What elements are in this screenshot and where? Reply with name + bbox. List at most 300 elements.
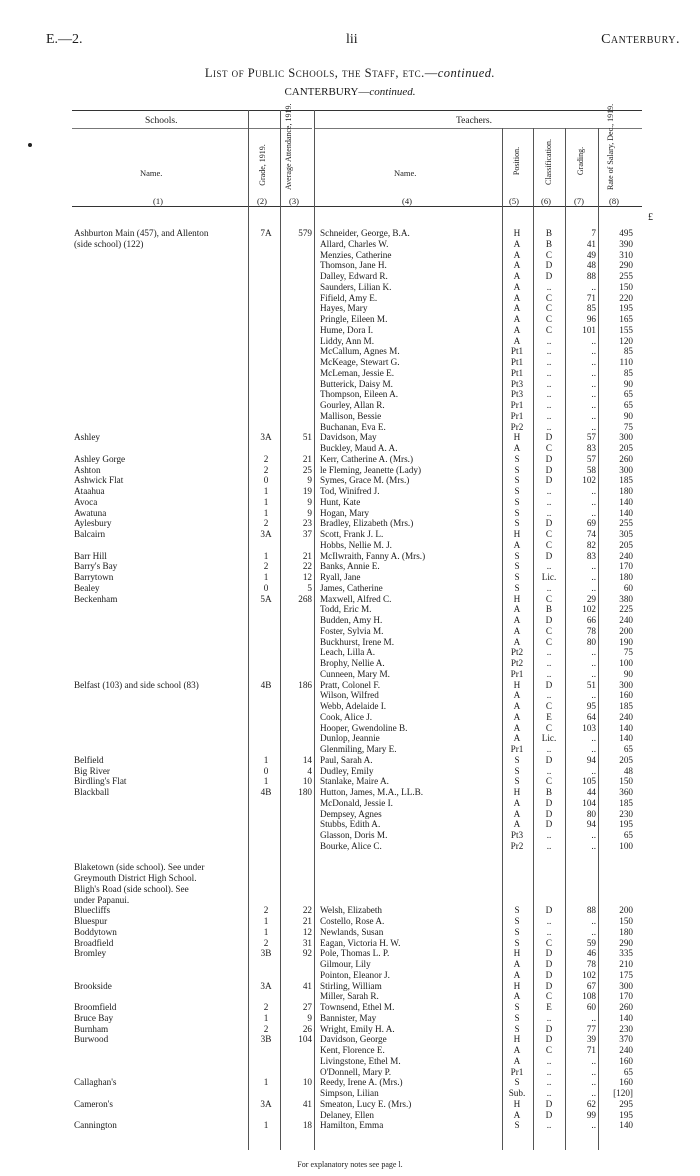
classification-cell: .. (546, 668, 552, 679)
teacher-name-cell: Hooper, Gwendoline B. (320, 722, 408, 733)
teacher-name-cell: Townsend, Ethel M. (320, 1002, 395, 1012)
grade-cell: 2 (263, 561, 269, 572)
teacher-name-cell: McIlwraith, Fanny A. (Mrs.) (320, 550, 426, 561)
attendance-header: Average Attendance, 1919. (284, 103, 293, 190)
position-cell: A (513, 314, 521, 324)
table-row (0, 250, 700, 261)
table-row (0, 1067, 700, 1078)
classification-cell: C (545, 776, 553, 787)
table-row (0, 1002, 700, 1013)
school-name-cell: Cannington (74, 1120, 117, 1131)
teacher-name-cell: Ryall, Jane (320, 572, 361, 582)
teacher-name-cell: Costello, Rose A. (320, 916, 385, 926)
grading-cell: .. (591, 486, 596, 496)
teacher-name-cell: Cunneen, Mary M. (320, 668, 390, 679)
col-number: (2) (257, 196, 267, 206)
grading-cell: 60 (586, 1002, 596, 1012)
position-cell: A (513, 991, 521, 1002)
school-name-cell: Bluespur (74, 916, 108, 926)
attendance-cell: 12 (302, 926, 312, 937)
position-cell: H (513, 679, 521, 690)
attendance-cell: 19 (302, 486, 312, 496)
grading-cell: 108 (582, 991, 596, 1002)
attendance-cell: 51 (302, 432, 312, 443)
teacher-name-cell: Budden, Amy H. (320, 615, 383, 625)
grading-cell: .. (591, 421, 596, 432)
position-cell: Pt2 (510, 647, 524, 658)
teacher-name-cell: Smeaton, Lucy E. (Mrs.) (320, 1098, 412, 1109)
classification-cell: .. (546, 1088, 552, 1098)
classification-cell: D (545, 1109, 553, 1120)
grading-cell: .. (591, 840, 596, 851)
grading-cell: 103 (582, 722, 596, 733)
position-cell: A (513, 249, 521, 260)
grading-cell: .. (591, 400, 596, 410)
teacher-name-cell: Buckhurst, Irene M. (320, 636, 394, 647)
attendance-cell: 9 (307, 1012, 312, 1023)
grading-cell: 51 (586, 679, 596, 690)
school-name-cell: Boddytown (74, 926, 117, 937)
table-row (0, 701, 700, 712)
position-cell: A (513, 335, 521, 346)
position-cell: A (513, 1055, 521, 1066)
table-row (0, 1024, 700, 1035)
position-cell: Pt2 (510, 658, 524, 668)
teacher-name-cell: Banks, Annie E. (320, 561, 380, 572)
col-number: (1) (153, 196, 163, 206)
grading-cell: .. (591, 1088, 596, 1098)
teacher-name-header: Name. (394, 168, 417, 178)
position-cell: Pt1 (510, 346, 524, 357)
grading-cell: 88 (586, 271, 596, 281)
position-cell: S (514, 475, 520, 486)
page-code: E.—2. (46, 32, 83, 47)
grade-cell: 1 (263, 1120, 269, 1131)
position-cell: A (513, 281, 521, 292)
attendance-cell: 41 (302, 980, 312, 991)
salary-cell: 140 (619, 507, 633, 518)
teacher-name-cell: Dudley, Emily (320, 765, 374, 776)
position-cell: S (514, 518, 520, 529)
table-row (0, 852, 700, 863)
table-row (0, 819, 700, 830)
school-name-cell: Belfast (103) and side school (83) (74, 679, 199, 690)
teacher-name-cell: McDonald, Jessie I. (320, 797, 393, 808)
salary-cell: 180 (619, 572, 633, 582)
grading-cell: 101 (582, 324, 596, 335)
col-number: (6) (541, 196, 551, 206)
table-row (0, 497, 700, 508)
teacher-name-cell: Hayes, Mary (320, 303, 368, 314)
school-name-cell: Awatuna (74, 507, 107, 518)
position-cell: H (513, 529, 521, 539)
school-name-cell: Barrytown (74, 572, 114, 582)
classification-cell: C (545, 314, 553, 324)
salary-cell: 380 (619, 593, 633, 604)
salary-cell: 255 (619, 271, 633, 281)
teacher-name-cell: Todd, Eric M. (320, 604, 372, 615)
salary-cell: 180 (619, 486, 633, 496)
classification-cell: .. (546, 658, 552, 668)
classification-cell: B (545, 238, 553, 249)
salary-cell: 230 (619, 808, 633, 819)
table-row (0, 755, 700, 766)
position-cell: H (513, 980, 521, 991)
salary-cell: 195 (619, 819, 633, 830)
teacher-name-cell: Glenmiling, Mary E. (320, 744, 397, 754)
teacher-name-cell: Scott, Frank J. L. (320, 529, 384, 539)
salary-cell: 85 (623, 367, 633, 378)
salary-cell: 390 (619, 238, 633, 249)
teacher-name-cell: Dunlop, Jeannie (320, 733, 380, 744)
footer-note: For explanatory notes see page l. (297, 1160, 403, 1169)
table-row (0, 690, 700, 701)
position-cell: H (513, 1098, 521, 1109)
school-name-cell: Burnham (74, 1023, 109, 1034)
position-cell: S (514, 453, 520, 464)
position-cell: S (514, 464, 520, 475)
school-name-cell: Balcairn (74, 529, 106, 539)
classification-header: Classification. (544, 139, 553, 185)
classification-cell: .. (546, 389, 552, 400)
grading-cell: 94 (586, 819, 596, 830)
position-cell: Pt3 (510, 378, 524, 389)
classification-cell: B (545, 228, 553, 238)
classification-cell: .. (546, 690, 552, 701)
table-row (0, 486, 700, 497)
salary-cell: 120 (619, 335, 633, 346)
salary-cell: 155 (619, 324, 633, 335)
teacher-name-cell: le Fleming, Jeanette (Lady) (320, 464, 422, 475)
grading-cell: .. (591, 357, 596, 367)
salary-cell: 140 (619, 1012, 633, 1023)
position-cell: H (513, 948, 521, 959)
school-name-cell: Ashwick Flat (74, 475, 124, 486)
position-cell: A (513, 539, 521, 550)
salary-cell: 240 (619, 711, 633, 722)
table-row (0, 228, 700, 239)
grading-cell: .. (591, 281, 596, 292)
grading-cell: 80 (586, 808, 596, 819)
header-bottom-rule (72, 206, 642, 207)
teachers-group-header: Teachers. (456, 116, 492, 126)
table-row (0, 1034, 700, 1045)
grade-cell: 4B (260, 787, 272, 797)
grading-cell: .. (591, 690, 596, 701)
school-name-cell: Burwood (74, 1034, 109, 1045)
grading-cell: .. (591, 507, 596, 518)
position-cell: Pr2 (510, 421, 524, 432)
table-row (0, 561, 700, 572)
salary-cell: 300 (619, 464, 633, 475)
classification-cell: .. (546, 346, 552, 357)
grade-cell: 2 (263, 1023, 269, 1034)
table-row (0, 368, 700, 379)
school-name-cell: Barr Hill (74, 550, 107, 561)
salary-cell: 295 (619, 1098, 633, 1109)
teacher-name-cell: Gourley, Allan R. (320, 400, 385, 410)
grading-cell: 46 (586, 948, 596, 959)
teacher-name-cell: Tod, Winifred J. (320, 486, 380, 496)
classification-cell: Lic. (541, 572, 557, 582)
col-number: (8) (609, 196, 619, 206)
grade-cell: 3B (260, 1034, 272, 1045)
classification-cell: E (546, 1002, 552, 1012)
classification-cell: C (545, 1045, 553, 1055)
section-name: Canterbury. (601, 32, 680, 47)
classification-cell: C (545, 539, 553, 550)
salary-cell: 175 (619, 969, 633, 980)
position-cell: S (514, 1023, 520, 1034)
teacher-name-cell: McLeman, Jessie E. (320, 367, 394, 378)
school-name-cell: Ashley Gorge (74, 453, 126, 464)
classification-cell: D (545, 271, 553, 281)
classification-cell: C (545, 529, 553, 539)
col-number: (3) (289, 196, 299, 206)
position-cell: A (513, 303, 521, 314)
classification-cell: C (545, 593, 553, 604)
attendance-cell: 186 (298, 679, 312, 690)
schools-group-header: Schools. (145, 116, 178, 126)
table-row (0, 551, 700, 562)
classification-cell: .. (546, 916, 552, 926)
classification-cell: D (545, 518, 553, 529)
position-cell: Pt3 (510, 389, 524, 400)
grading-cell: .. (591, 733, 596, 744)
schools-staff-table (0, 228, 700, 1131)
grading-cell: .. (591, 572, 596, 582)
table-row (0, 325, 700, 336)
position-cell: Pr1 (510, 744, 524, 754)
grade-cell: 1 (263, 496, 269, 507)
grading-cell: 69 (586, 518, 596, 529)
grading-cell: .. (591, 335, 596, 346)
table-row (0, 895, 700, 906)
salary-cell: 150 (619, 776, 633, 787)
salary-cell: 170 (619, 991, 633, 1002)
classification-cell: .. (546, 926, 552, 937)
teacher-name-cell: Bannister, May (320, 1012, 377, 1023)
position-cell: S (514, 572, 520, 582)
teacher-name-cell: Reedy, Irene A. (Mrs.) (320, 1077, 403, 1088)
position-cell: S (514, 776, 520, 787)
attendance-cell: 21 (302, 550, 312, 561)
classification-cell: .. (546, 496, 552, 507)
table-row (0, 271, 700, 282)
attendance-cell: 22 (302, 561, 312, 572)
school-name-cell: Belfield (74, 754, 104, 765)
grade-cell: 3B (260, 948, 272, 959)
salary-cell: 160 (619, 690, 633, 701)
table-row (0, 540, 700, 551)
classification-cell: C (545, 303, 553, 314)
salary-cell: 290 (619, 937, 633, 948)
grading-cell: 62 (586, 1098, 596, 1109)
classification-cell: .. (546, 1077, 552, 1088)
salary-cell: 100 (619, 658, 633, 668)
attendance-cell: 104 (298, 1034, 312, 1045)
grade-cell: 3A (260, 1098, 272, 1109)
grading-cell: .. (591, 1055, 596, 1066)
attendance-cell: 5 (307, 582, 312, 593)
classification-cell: .. (546, 1055, 552, 1066)
table-row (0, 1013, 700, 1024)
classification-cell: D (545, 905, 553, 916)
classification-cell: D (545, 797, 553, 808)
table-row (0, 862, 700, 873)
grading-cell: .. (591, 582, 596, 593)
table-row (0, 873, 700, 884)
teacher-name-cell: Pointon, Eleanor J. (320, 969, 390, 980)
position-cell: S (514, 1002, 520, 1012)
school-name-cell: Ashburton Main (457), and Allenton (74, 228, 209, 238)
school-name-cell: Broomfield (74, 1002, 117, 1012)
classification-cell: .. (546, 378, 552, 389)
position-cell: A (513, 604, 521, 615)
teacher-name-cell: Kerr, Catherine A. (Mrs.) (320, 453, 414, 464)
position-cell: H (513, 593, 521, 604)
salary-cell: 90 (623, 410, 633, 421)
grading-cell: .. (591, 658, 596, 668)
classification-cell: D (545, 464, 553, 475)
teacher-name-cell: Stanlake, Maire A. (320, 776, 389, 787)
position-cell: S (514, 582, 520, 593)
table-row (0, 744, 700, 755)
school-name-cell: Bealey (74, 582, 100, 593)
classification-cell: D (545, 948, 553, 959)
table-top-rule (72, 110, 642, 111)
schools-group-rule (72, 128, 312, 129)
school-name-cell: Bromley (74, 948, 107, 959)
grade-cell: 1 (263, 926, 269, 937)
attendance-cell: 23 (302, 518, 312, 529)
position-cell: Pr1 (510, 1066, 524, 1077)
classification-cell: .. (546, 400, 552, 410)
attendance-cell: 9 (307, 475, 312, 486)
position-cell: Pt1 (510, 367, 524, 378)
salary-cell: 205 (619, 443, 633, 453)
teacher-name-cell: Hutton, James, M.A., LL.B. (320, 787, 424, 797)
table-row (0, 1045, 700, 1056)
grading-cell: 41 (586, 238, 596, 249)
grade-cell: 2 (263, 937, 269, 948)
classification-cell: .. (546, 421, 552, 432)
salary-cell: 160 (619, 1077, 633, 1088)
grade-cell: 1 (263, 1012, 269, 1023)
teacher-name-cell: Bradley, Elizabeth (Mrs.) (320, 518, 414, 529)
classification-cell: C (545, 722, 553, 733)
grade-cell: 0 (263, 475, 269, 486)
grade-cell: 1 (263, 550, 269, 561)
grade-cell: 2 (263, 905, 269, 916)
teacher-name-cell: Miller, Sarah R. (320, 991, 379, 1002)
table-row (0, 422, 700, 433)
school-name-cell: Bligh's Road (side school). See (74, 883, 189, 894)
salary-cell: 225 (619, 604, 633, 615)
classification-cell: D (545, 475, 553, 486)
salary-cell: 90 (623, 378, 633, 389)
classification-cell: .. (546, 1120, 552, 1131)
classification-cell: D (545, 453, 553, 464)
position-cell: S (514, 486, 520, 496)
school-name-cell: Aylesbury (74, 518, 112, 529)
classification-cell: D (545, 808, 553, 819)
table-row (0, 1077, 700, 1088)
grading-cell: 96 (586, 314, 596, 324)
teacher-name-cell: Foster, Sylvia M. (320, 625, 384, 636)
grade-cell: 2 (263, 453, 269, 464)
teacher-name-cell: Hamilton, Emma (320, 1120, 384, 1131)
teacher-name-cell: Stubbs, Edith A. (320, 819, 381, 830)
salary-cell: 140 (619, 722, 633, 733)
teacher-name-cell: Schneider, George, B.A. (320, 228, 410, 238)
grade-cell: 0 (263, 765, 269, 776)
attendance-cell: 268 (298, 593, 312, 604)
school-name-cell: Ashley (74, 432, 101, 443)
table-row (0, 938, 700, 949)
salary-cell: 240 (619, 615, 633, 625)
grading-cell: 71 (586, 1045, 596, 1055)
teacher-name-cell: Livingstone, Ethel M. (320, 1055, 401, 1066)
position-cell: Pr1 (510, 400, 524, 410)
table-row (0, 572, 700, 583)
teacher-name-cell: Davidson, May (320, 432, 377, 443)
attendance-cell: 92 (302, 948, 312, 959)
salary-cell: 170 (619, 561, 633, 572)
position-cell: A (513, 324, 521, 335)
position-cell: H (513, 1034, 521, 1045)
table-row (0, 508, 700, 519)
classification-cell: .. (546, 830, 552, 840)
teacher-name-cell: Simpson, Lilian (320, 1088, 379, 1098)
salary-cell: 185 (619, 701, 633, 711)
grading-cell: 78 (586, 959, 596, 969)
table-row (0, 959, 700, 970)
table-row (0, 475, 700, 486)
grading-cell: 83 (586, 550, 596, 561)
attendance-cell: 9 (307, 507, 312, 518)
grading-cell: .. (591, 744, 596, 754)
attendance-cell: 25 (302, 464, 312, 475)
grading-cell: .. (591, 367, 596, 378)
teacher-name-cell: James, Catherine (320, 582, 383, 593)
salary-cell: 65 (623, 389, 633, 400)
attendance-cell: 26 (302, 1023, 312, 1034)
grade-cell: 4B (260, 679, 272, 690)
position-cell: S (514, 905, 520, 916)
salary-cell: 310 (619, 249, 633, 260)
table-row (0, 411, 700, 422)
table-row (0, 260, 700, 271)
school-name-cell: Cameron's (74, 1098, 113, 1109)
grading-cell: .. (591, 830, 596, 840)
salary-cell: 110 (619, 357, 633, 367)
salary-cell: 185 (619, 797, 633, 808)
teacher-name-cell: Stirling, William (320, 980, 382, 991)
grading-cell: .. (591, 765, 596, 776)
table-row (0, 1088, 700, 1099)
attendance-cell: 31 (302, 937, 312, 948)
currency-symbol: £ (648, 212, 653, 223)
table-row (0, 948, 700, 959)
grading-cell: 74 (586, 529, 596, 539)
teacher-name-cell: Hogan, Mary (320, 507, 369, 518)
table-row (0, 841, 700, 852)
grading-cell: 57 (586, 453, 596, 464)
table-row (0, 637, 700, 648)
table-row (0, 346, 700, 357)
grade-cell: 1 (263, 572, 269, 582)
